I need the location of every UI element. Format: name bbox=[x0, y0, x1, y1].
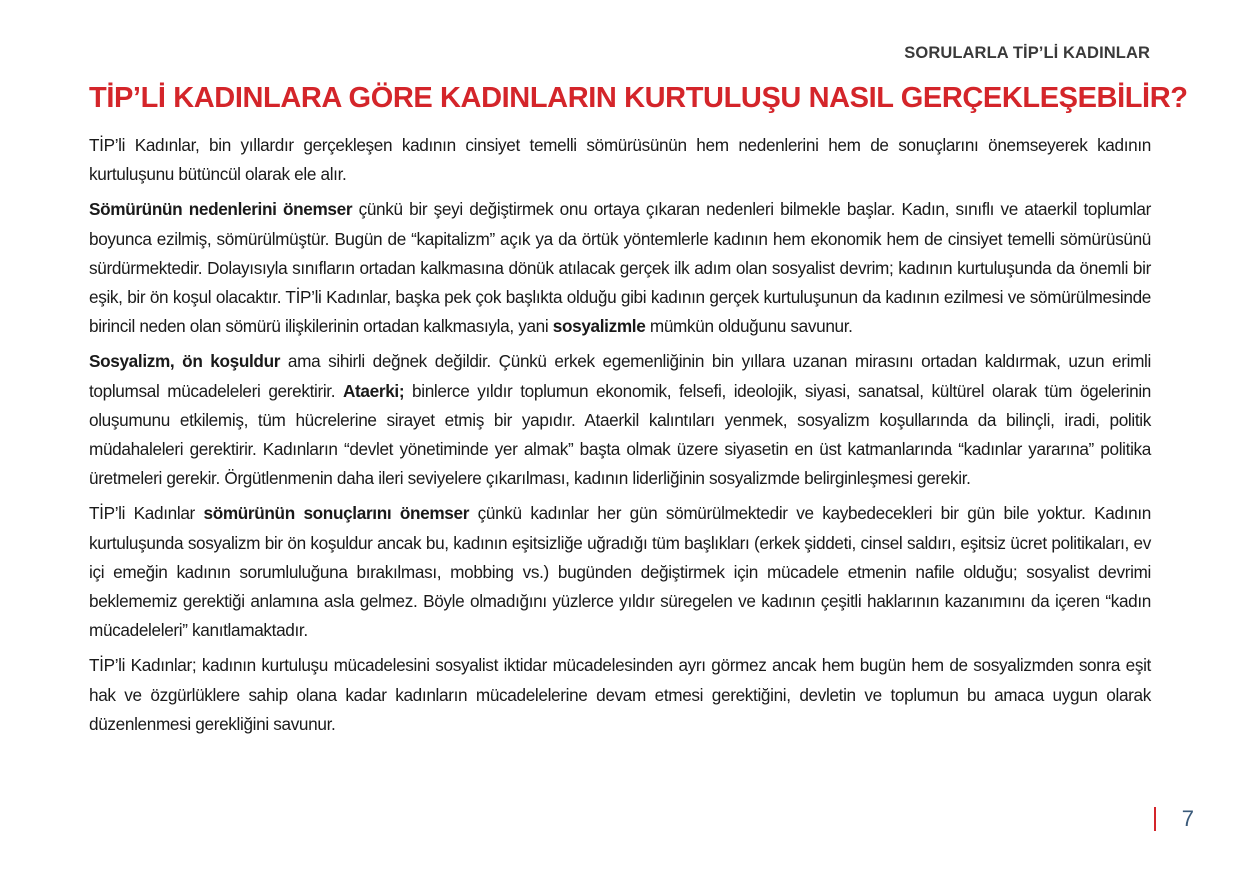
paragraph-socialism bbox=[89, 347, 1151, 493]
paragraph-text: binlerce yıldır toplumun ekonomik, felsefi, ideolojik, siyasi, sanatsal, kültürel olarak tüm ögelerinin oluşumunu etkilemiş, tüm hücrelerine sirayet etmiş bir yapıdır. Ataerkil kalıntıları yenmek, sosyalizm koşullarında da bilinçli, iradi, politik müdahaleleri gerektirir. Kadınların “devlet yönetiminde yer almak” başta olmak üzere siyasetin en üst katmanlarında “kadınlar yararına” politika üretmeleri gerekir. Örgütlenmenin daha ileri seviyelere çıkarılması, kadının liderliğinin sosyalizmde belirginleşmesi gerekir. bbox=[89, 380, 1151, 489]
paragraph-consequences bbox=[89, 499, 1151, 645]
paragraph-bold-term: sosyalizmle bbox=[552, 316, 646, 337]
paragraph-bold-lead: Sosyalizm, ön koşuldur bbox=[89, 351, 281, 372]
paragraph-bold-term: Ataerki; bbox=[343, 380, 405, 401]
paragraph-text: TİP’li Kadınlar bbox=[89, 503, 204, 524]
paragraph-text: ama sihirli değnek değildir. Çünkü erkek egemenliğinin bin yıllara uzanan mirasını ortadan kaldırmak, uzun erimli toplumsal mücadeleleri gerektirir. bbox=[89, 351, 1151, 401]
paragraph-causes bbox=[89, 195, 1151, 341]
paragraph-intro bbox=[89, 131, 1151, 189]
running-header: SORULARLA TİP’Lİ KADINLAR bbox=[904, 44, 1150, 62]
paragraph-text: çünkü kadınlar her gün sömürülmektedir ve kaybedecekleri bir gün bile yoktur. Kadının kurtuluşunda sosyalizm bir ön koşuldur ancak bu, kadının eşitsizliğe uğradığı tüm başlıkları (erkek şiddeti, cinsel saldırı, eşitsiz ücret politikaları, ev içi emeğin kadının sorumluluğuna bırakılması, mobbing vs.) bugünden değiştirmek için mücadele etmenin nafile olduğu; sosyalist devrimi beklememiz gerektiği anlamına asla gelmez. Böyle olmadığını yüzlerce yıldır süregelen ve kadının çeşitli haklarının kazanımını da içeren “kadın mücadeleleri” kanıtlamaktadır. bbox=[89, 503, 1151, 641]
page-number: 7 bbox=[1181, 806, 1194, 831]
paragraph-text: TİP’li Kadınlar, bin yıllardır gerçekleşen kadının cinsiyet temelli sömürüsünün hem nedenlerini hem de sonuçlarını önemseyerek kadının kurtuluşunu bütüncül olarak ele alır. bbox=[89, 135, 1151, 185]
paragraph-bold-lead: sömürünün sonuçlarını önemser bbox=[203, 503, 470, 524]
body-text bbox=[89, 131, 1151, 745]
paragraph-text: TİP’li Kadınlar; kadının kurtuluşu mücadelesini sosyalist iktidar mücadelesinden ayrı görmez ancak hem bugün hem de sosyalizmden sonra eşit hak ve özgürlüklere sahip olana kadar kadınların mücadelelerine devam etmesi gerektiğini, devletin ve toplumun bu amaca uygun olarak düzenlenmesi gerekliğini savunur. bbox=[89, 655, 1151, 734]
paragraph-bold-lead: Sömürünün nedenlerini önemser bbox=[89, 199, 353, 220]
page-title: TİP’Lİ KADINLARA GÖRE KADINLARIN KURTULUŞU NASIL GERÇEKLEŞEBİLİR? bbox=[89, 82, 1188, 114]
footer-divider bbox=[1154, 807, 1156, 831]
paragraph-text: mümkün olduğunu savunur. bbox=[645, 316, 853, 337]
paragraph-text: çünkü bir şeyi değiştirmek onu ortaya çıkaran nedenleri bilmekle başlar. Kadın, sınıflı ve ataerkil toplumlar boyunca ezilmiş, sömürülmüştür. Bugün de “kapitalizm” açık ya da örtük yöntemlerle kadının hem ekonomik hem de cinsiyet temelli sömürüsünü sürdürmektedir. Dolayısıyla sınıfların ortadan kalkmasına dönük atılacak gerçek ilk adım olan sosyalist devrim; kadının kurtuluşunda da önemli bir eşik, bir ön koşul olacaktır. TİP’li Kadınlar, başka pek çok başlıkta olduğu gibi kadının gerçek kurtuluşunun da kadının ezilmesi ve sömürülmesinde birincil neden olan sömürü ilişkilerinin ortadan kalkmasıyla, yani bbox=[89, 199, 1151, 337]
paragraph-conclusion bbox=[89, 651, 1151, 739]
page-footer bbox=[1154, 806, 1194, 832]
